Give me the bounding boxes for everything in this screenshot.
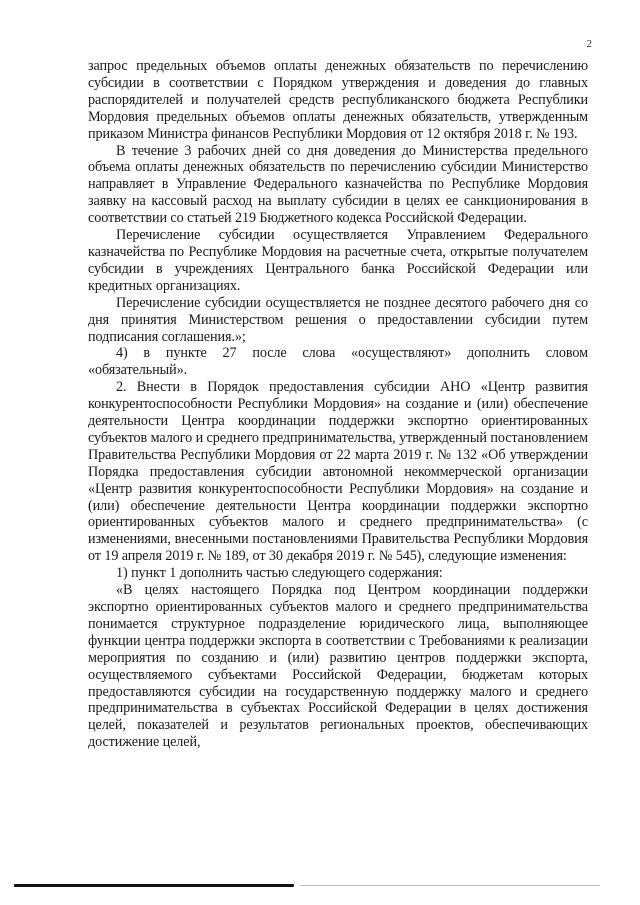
paragraph-transfer-deadline: Перечисление субсидии осуществляется не позднее десятого рабочего дня со дня принятия Министерством решения о предоставлении субсидии путем подписания соглашения.»;	[88, 294, 588, 345]
page-number: 2	[586, 38, 592, 50]
paragraph-section-2: 2. Внести в Порядок предоставления субсидии АНО «Центр развития конкурентоспособности Республики Мордовия» на создание и (или) обеспечение деятельности Центра координации поддержки экспортно ориентированных субъектов малого и среднего предпринимательства, утвержденный постановлением Правительства Республики Мордовия от 22 марта 2019 г. № 132 «Об утверждении Порядка предоставления субсидии автономной некоммерческой организации «Центр развития конкурентоспособности Республики Мордовия» на создание и (или) обеспечение деятельности Центра координации поддержки экспортно ориентированных субъектов малого и среднего предпринимательства» (с изменениями, внесенными постановлениями Правительства Республики Мордовия от 19 апреля 2019 г. № 189, от 30 декабря 2019 г. № 545), следующие изменения:	[88, 379, 588, 565]
scan-edge-line	[14, 884, 294, 887]
paragraph-item-4: 4) в пункте 27 после слова «осуществляют» дополнить словом «обязательный».	[88, 345, 588, 379]
document-body	[88, 58, 588, 751]
scan-edge-line-faint	[300, 885, 600, 886]
paragraph-item-1: 1) пункт 1 дополнить частью следующего содержания:	[116, 565, 443, 582]
paragraph-treasury-request: В течение 3 рабочих дней со дня доведения до Министерства предельного объема оплаты денежных обязательств по перечислению субсидии Министерство направляет в Управление Федерального казначейства по Республике Мордовия заявку на кассовый расход на выплату субсидии в целях ее санкционирования в соответствии со статьей 219 Бюджетного кодекса Российской Федерации.	[88, 142, 588, 227]
paragraph-continuation: запрос предельных объемов оплаты денежных обязательств по перечислению субсидии в соответствии с Порядком утверждения и доведения до главных распорядителей и получателей средств республиканского бюджета Республики Мордовия предельных объемов оплаты денежных обязательств, утвержденным приказом Министра финансов Республики Мордовия от 12 октября 2018 г. № 193.	[88, 58, 588, 142]
paragraph-transfer-accounts: Перечисление субсидии осуществляется Управлением Федерального казначейства по Республике Мордовия на расчетные счета, открытые получателем субсидии в учреждениях Центрального банка Российской Федерации или кредитных организациях.	[88, 227, 588, 294]
paragraph-definition: «В целях настоящего Порядка под Центром координации поддержки экспортно ориентированных субъектов малого и среднего предпринимательства понимается структурное подразделение юридического лица, выполняющее функции центра поддержки экспорта в соответствии с Требованиями к реализации мероприятия по созданию и (или) развитию центров поддержки экспорта, осуществляемого субъектами Российской Федерации, бюджетам которых предоставляются субсидии на государственную поддержку малого и среднего предпринимательства в субъектах Российской Федерации в целях достижения целей, показателей и результатов региональных проектов, обеспечивающих достижение целей,	[88, 582, 588, 751]
